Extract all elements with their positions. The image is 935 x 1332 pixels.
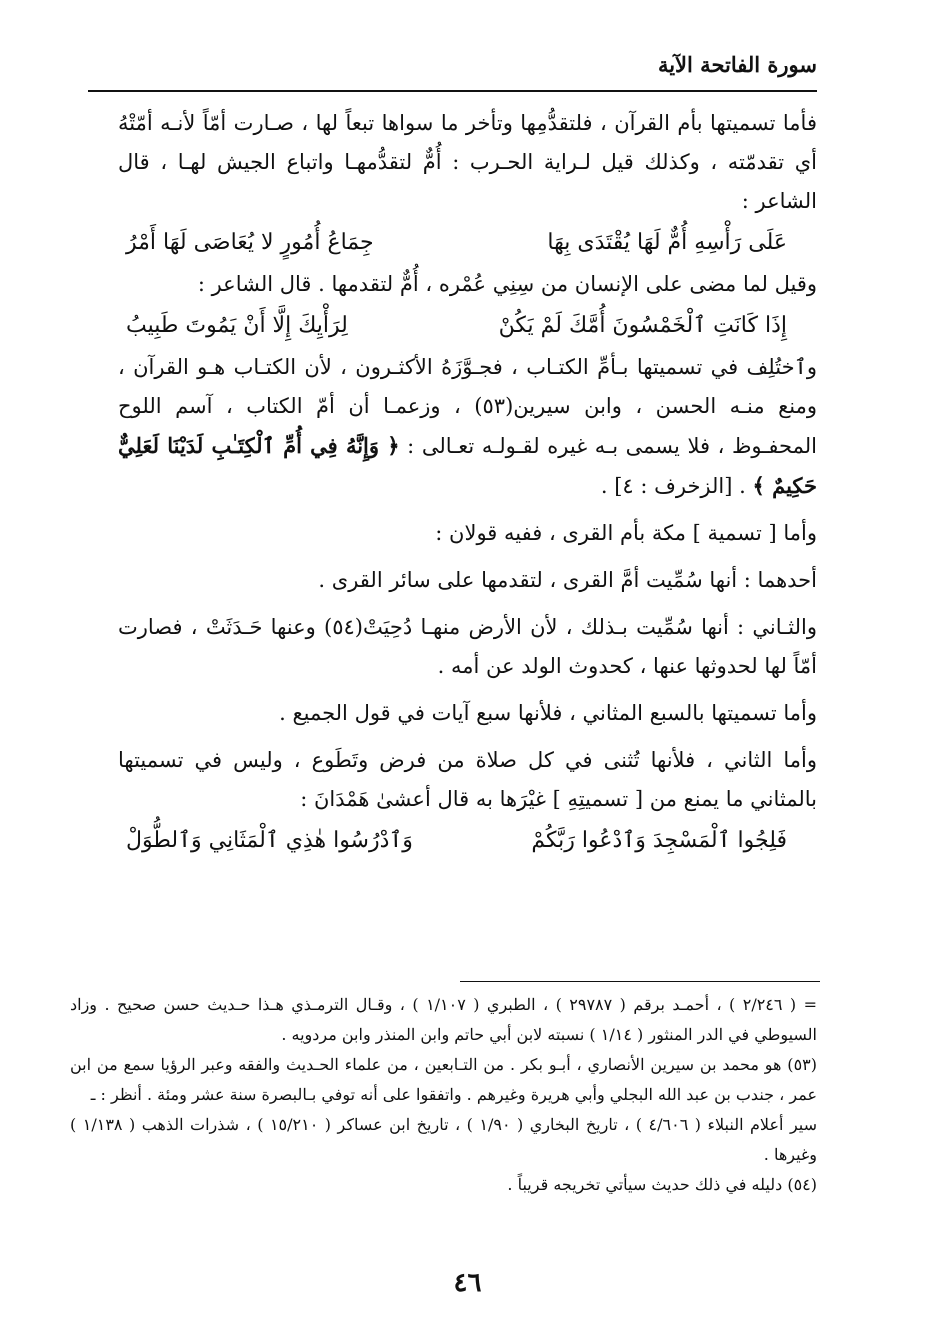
paragraph-first-opinion: أحدهما : أنها سُمِّيت أمَّ القرى ، لتقدمها على سائر القرى . <box>318 568 817 592</box>
poem-verse-3 <box>118 819 817 863</box>
paragraph-sab-mathani: وأما تسميتها بالسبع المثاني ، فلأنها سبع آيات في قول الجميع . <box>279 701 817 725</box>
verse-1-second-hemistich: جِمَاعُ أُمُورٍ لا يُعَاصَى لَهَا أَمْرُ <box>126 230 374 255</box>
verse-2-second-hemistich: لِرَأْيِكَ إِلَّا أَنْ يَمُوتَ طَبِيبُ <box>126 313 348 338</box>
verse-3-second-hemistich: وَٱدْرُسُوا هٰذِي ٱلْمَثَانِي وَٱلطُّوَلْ <box>126 828 413 853</box>
footnote-54: (٥٤) دليله في ذلك حديث سيأتي تخريجه قريباً . <box>507 1175 817 1194</box>
paragraph-second-opinion: والثـاني : أنها سُمِّيت بـذلك ، لأن الأرض منهـا دُحِيَتْ(٥٤) وعنها حَـدَثَتْ ، فصارت أمّاً لها لحدوثها عنها ، كحدوث الولد عن أمه . <box>118 615 817 678</box>
paragraph-umm-al-quran: فأما تسميتها بأم القرآن ، فلتقدُّمِها وتأخر ما سواها تبعاً لها ، صـارت أمّاً لأنـه أمّتْهُ أي تقدمّته ، وكذلك قيل لـراية الحـرب : أُمٌّ لتقدُّمهـا واتباع الجيش لهـا ، قال الشاعر : <box>118 111 817 213</box>
footnote-53: (٥٣) هو محمد بن سيرين الأنصاري ، أبـو بكر . من التـابعين ، من علماء الحـديث والفقه وعبر الرؤيا سمع من ابن عمر ، جندب بن عبد الله البجلي وأبي هريرة وغيرهم . واتفقوا على أنه توفي بـالبصرة سنة عشر ومئة . أنظر : ـ <box>70 1055 817 1104</box>
poem-verse-1 <box>118 221 817 265</box>
page-number: ٤٦ <box>453 1268 482 1298</box>
running-header: سورة الفاتحة الآية <box>657 52 817 77</box>
footnote-continuation: = ( ٢/٢٤٦ ) ، أحمـد برقم ( ٢٩٧٨٧ ) ، الطبري ( ١/١٠٧ ) ، وقـال الترمـذي هـذا حـديث حسن صحيح . وزاد السيوطي في الدر المنثور ( ١/١٤ ) نسبته لابن أبي حاتم وابن المنذر وابن مردويه . <box>70 995 817 1044</box>
paragraph-years: وقيل لما مضى على الإنسان من سِنِي عُمْره ، أُمٌّ لتقدمها . قال الشاعر : <box>197 272 817 296</box>
quran-quote: ﴿ وَإِنَّهُ فِي أُمِّ ٱلْكِتَـٰبِ لَدَيْنَا لَعَلِيٌّ حَكِيمٌ ﴾ <box>118 433 817 498</box>
verse-3-first-hemistich: فَلِجُوا ٱلْمَسْجِدَ وَٱدْعُوا رَبَّكُمْ <box>531 828 787 853</box>
poem-verse-2 <box>118 304 817 348</box>
header-rule <box>88 90 817 92</box>
paragraph-umm-al-kitab-text: وٱختُلِف في تسميتها بـأمِّ الكتـاب ، فجـوَّزَهُ الأكثـرون ، لأن الكتـاب هـو القرآن ، ومنع منـه الحسن ، وابن سيرين(٥٣) ، وزعمـا أن أمّ الكتاب ، آسم اللوح المحفـوظ ، فلا يسمى بـه غيره لقـولـه تعـالى : <box>118 355 818 458</box>
footnote-53-sources: سير أعلام النبلاء ( ٤/٦٠٦ ) ، تاريخ البخاري ( ١/٩٠ ) ، تاريخ ابن عساكر ( ١٥/٢١٠ ) ، شذرات الذهب ( ١/١٣٨ ) وغيرها . <box>70 1115 817 1164</box>
verse-1-first-hemistich: عَلَى رَأْسِهِ أُمٌّ لَهَا يُقْتَدَى بِهَا <box>547 230 787 255</box>
verse-2-first-hemistich: إِذَا كَانَتِ ٱلْخَمْسُونَ أُمَّكَ لَمْ يَكُنْ <box>498 313 787 338</box>
paragraph-umm-al-kitab <box>118 348 817 506</box>
footnotes <box>70 990 817 1200</box>
paragraph-mathani: وأما الثاني ، فلأنها تُثنى في كل صلاة من فرض وتَطَوع ، وليس في تسميتها بالمثاني ما يمنع من [ تسميتِهِ ] غيْرَها به قال أعشىٰ هَمْدَانَ : <box>118 748 817 811</box>
footnote-rule <box>460 981 820 982</box>
quran-reference: . [الزخرف : ٤] . <box>600 474 753 498</box>
paragraph-umm-al-qura: وأما [ تسمية ] مكة بأم القرى ، ففيه قولان : <box>435 521 817 545</box>
main-text <box>118 104 817 863</box>
